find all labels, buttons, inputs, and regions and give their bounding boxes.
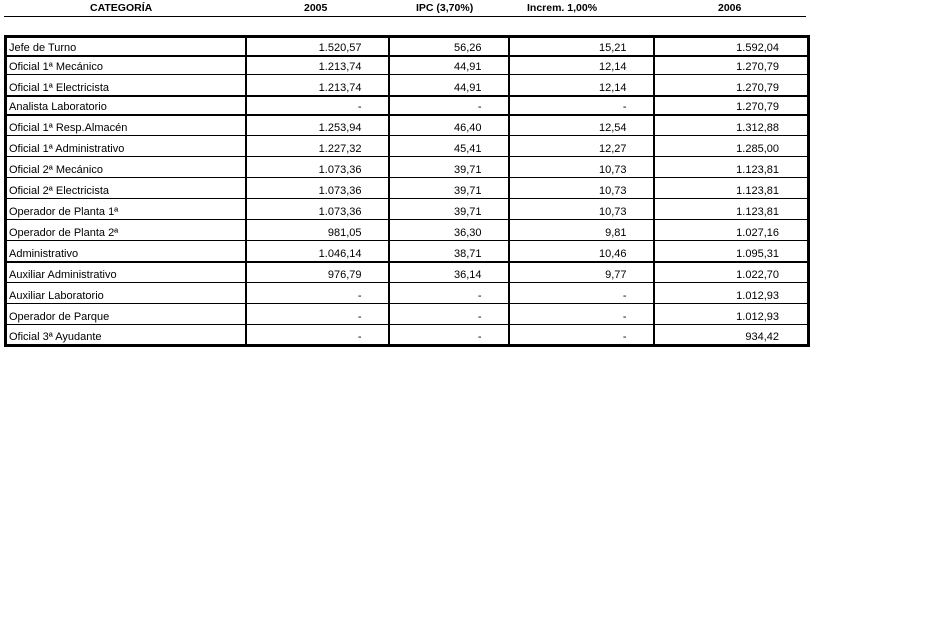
category-cell: Oficial 2ª Mecánico — [6, 157, 246, 178]
value-2005-cell: 1.253,94 — [246, 115, 389, 136]
value-2005-cell: 1.520,57 — [246, 37, 389, 56]
category-cell: Administrativo — [6, 241, 246, 262]
value-2005-cell: - — [246, 96, 389, 115]
increment-cell: 12,27 — [509, 136, 654, 157]
category-cell: Operador de Planta 1ª — [6, 199, 246, 220]
ipc-cell: 56,26 — [389, 37, 509, 56]
ipc-cell: 39,71 — [389, 157, 509, 178]
category-cell: Jefe de Turno — [6, 37, 246, 56]
value-2006-cell: 1.123,81 — [654, 178, 809, 199]
value-2005-cell: 1.046,14 — [246, 241, 389, 262]
category-cell: Oficial 1ª Electricista — [6, 75, 246, 96]
table-row — [6, 37, 809, 56]
header-categoria: CATEGORÍA — [90, 2, 153, 14]
value-2006-cell: 1.123,81 — [654, 157, 809, 178]
table-row — [6, 220, 809, 241]
increment-cell: 10,73 — [509, 157, 654, 178]
increment-cell: - — [509, 304, 654, 325]
ipc-cell: - — [389, 325, 509, 346]
increment-cell: 9,77 — [509, 262, 654, 283]
header-2005: 2005 — [304, 2, 328, 14]
table-row — [6, 56, 809, 75]
value-2006-cell: 1.285,00 — [654, 136, 809, 157]
value-2005-cell: 1.213,74 — [246, 75, 389, 96]
ipc-cell: - — [389, 283, 509, 304]
increment-cell: - — [509, 96, 654, 115]
ipc-cell: - — [389, 96, 509, 115]
ipc-cell: 44,91 — [389, 56, 509, 75]
category-cell: Auxiliar Administrativo — [6, 262, 246, 283]
increment-cell: 10,73 — [509, 178, 654, 199]
table-row — [6, 325, 809, 346]
value-2006-cell: 1.270,79 — [654, 56, 809, 75]
increment-cell: 9,81 — [509, 220, 654, 241]
increment-cell: 12,54 — [509, 115, 654, 136]
category-cell: Operador de Parque — [6, 304, 246, 325]
table-row — [6, 178, 809, 199]
value-2005-cell: 981,05 — [246, 220, 389, 241]
value-2006-cell: 934,42 — [654, 325, 809, 346]
value-2006-cell: 1.123,81 — [654, 199, 809, 220]
table-row — [6, 136, 809, 157]
table-row — [6, 304, 809, 325]
increment-cell: 12,14 — [509, 75, 654, 96]
value-2006-cell: 1.095,31 — [654, 241, 809, 262]
value-2005-cell: - — [246, 325, 389, 346]
table-row — [6, 262, 809, 283]
table-row — [6, 96, 809, 115]
table-row — [6, 199, 809, 220]
category-cell: Operador de Planta 2ª — [6, 220, 246, 241]
value-2006-cell: 1.592,04 — [654, 37, 809, 56]
category-cell: Oficial 1ª Administrativo — [6, 136, 246, 157]
value-2005-cell: - — [246, 283, 389, 304]
ipc-cell: 46,40 — [389, 115, 509, 136]
ipc-cell: 45,41 — [389, 136, 509, 157]
category-cell: Analista Laboratorio — [6, 96, 246, 115]
ipc-cell: 39,71 — [389, 199, 509, 220]
table-row — [6, 241, 809, 262]
value-2006-cell: 1.022,70 — [654, 262, 809, 283]
value-2005-cell: 1.227,32 — [246, 136, 389, 157]
value-2005-cell: - — [246, 304, 389, 325]
category-cell: Oficial 2ª Electricista — [6, 178, 246, 199]
increment-cell: 10,46 — [509, 241, 654, 262]
value-2005-cell: 976,79 — [246, 262, 389, 283]
increment-cell: 15,21 — [509, 37, 654, 56]
value-2005-cell: 1.073,36 — [246, 178, 389, 199]
ipc-cell: 39,71 — [389, 178, 509, 199]
ipc-cell: 38,71 — [389, 241, 509, 262]
value-2005-cell: 1.213,74 — [246, 56, 389, 75]
value-2006-cell: 1.270,79 — [654, 96, 809, 115]
table-row — [6, 157, 809, 178]
value-2006-cell: 1.312,88 — [654, 115, 809, 136]
salary-table — [4, 35, 810, 347]
table-row — [6, 283, 809, 304]
category-cell: Auxiliar Laboratorio — [6, 283, 246, 304]
table-row — [6, 115, 809, 136]
value-2005-cell: 1.073,36 — [246, 199, 389, 220]
value-2006-cell: 1.012,93 — [654, 304, 809, 325]
header-ipc: IPC (3,70%) — [416, 2, 474, 14]
ipc-cell: 36,30 — [389, 220, 509, 241]
value-2005-cell: 1.073,36 — [246, 157, 389, 178]
table-row — [6, 75, 809, 96]
increment-cell: - — [509, 325, 654, 346]
increment-cell: 10,73 — [509, 199, 654, 220]
ipc-cell: 36,14 — [389, 262, 509, 283]
ipc-cell: 44,91 — [389, 75, 509, 96]
header-increm: Increm. 1,00% — [527, 2, 598, 14]
value-2006-cell: 1.027,16 — [654, 220, 809, 241]
ipc-cell: - — [389, 304, 509, 325]
table-header — [4, 0, 806, 17]
category-cell: Oficial 3ª Ayudante — [6, 325, 246, 346]
value-2006-cell: 1.012,93 — [654, 283, 809, 304]
increment-cell: 12,14 — [509, 56, 654, 75]
value-2006-cell: 1.270,79 — [654, 75, 809, 96]
increment-cell: - — [509, 283, 654, 304]
category-cell: Oficial 1ª Mecánico — [6, 56, 246, 75]
category-cell: Oficial 1ª Resp.Almacén — [6, 115, 246, 136]
header-2006: 2006 — [718, 2, 742, 14]
